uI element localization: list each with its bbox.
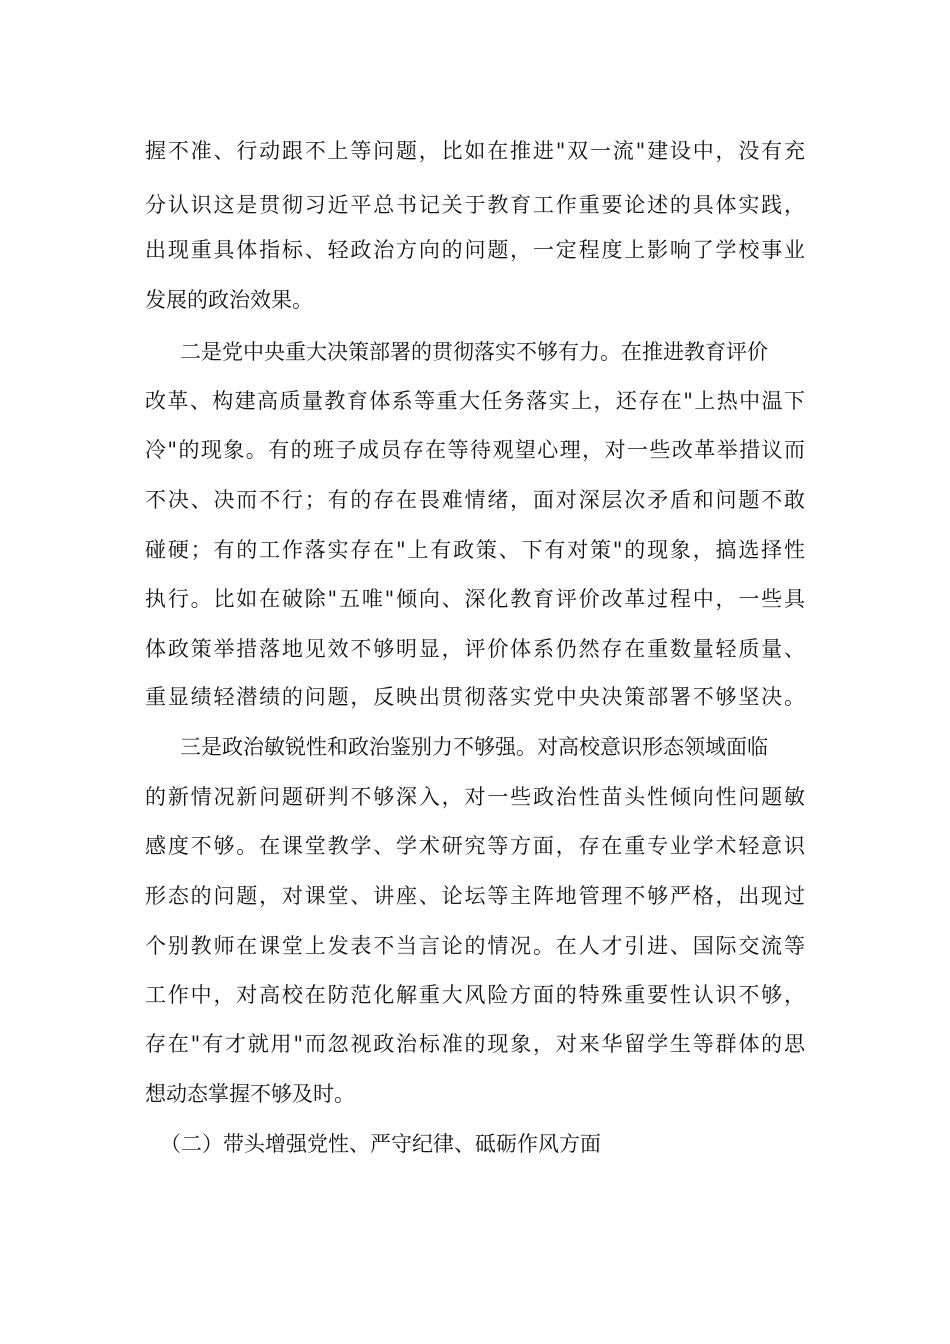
paragraph-3-line-6: 工作中，对高校在防范化解重大风险方面的特殊重要性认识不够， xyxy=(145,983,805,1007)
paragraph-1-line-2: 分认识这是贯彻习近平总书记关于教育工作重要论述的具体实践， xyxy=(145,193,805,217)
paragraph-3-line-7: 存在"有才就用"而忽视政治标准的现象，对来华留学生等群体的思 xyxy=(145,1032,805,1056)
paragraph-2-line-3: 冷"的现象。有的班子成员存在等待观望心理，对一些改革举措议而 xyxy=(145,438,805,462)
paragraph-1-line-4: 发展的政治效果。 xyxy=(145,288,313,312)
paragraph-3-line-5: 个别教师在课堂上发表不当言论的情况。在人才引进、国际交流等 xyxy=(145,934,805,958)
paragraph-2-line-7: 体政策举措落地见效不够明显，评价体系仍然存在重数量轻质量、 xyxy=(145,637,805,661)
paragraph-3-line-2: 的新情况新问题研判不够深入，对一些政治性苗头性倾向性问题敏 xyxy=(145,785,805,809)
paragraph-2-line-5: 碰硬；有的工作落实存在"上有政策、下有对策"的现象，搞选择性 xyxy=(145,538,805,562)
paragraph-3-line-3: 感度不够。在课堂教学、学术研究等方面，存在重专业学术轻意识 xyxy=(145,834,805,858)
paragraph-1-line-1: 握不准、行动跟不上等问题，比如在推进"双一流"建设中，没有充 xyxy=(145,139,805,163)
paragraph-3-line-1: 三是政治敏锐性和政治鉴别力不够强。对高校意识形态领域面临 xyxy=(180,735,768,759)
paragraph-2-line-1: 二是党中央重大决策部署的贯彻落实不够有力。在推进教育评价 xyxy=(180,340,768,364)
paragraph-2-line-6: 执行。比如在破除"五唯"倾向、深化教育评价改革过程中，一些具 xyxy=(145,587,805,611)
paragraph-3-line-4: 形态的问题，对课堂、讲座、论坛等主阵地管理不够严格，出现过 xyxy=(145,884,805,908)
section-heading: （二）带头增强党性、严守纪律、砥砺作风方面 xyxy=(160,1132,601,1156)
paragraph-2-line-4: 不决、决而不行；有的存在畏难情绪，面对深层次矛盾和问题不敢 xyxy=(145,488,805,512)
paragraph-1-line-3: 出现重具体指标、轻政治方向的问题，一定程度上影响了学校事业 xyxy=(145,238,805,262)
paragraph-2-line-2: 改革、构建高质量教育体系等重大任务落实上，还存在"上热中温下 xyxy=(145,389,805,413)
paragraph-2-line-8: 重显绩轻潜绩的问题，反映出贯彻落实党中央决策部署不够坚决。 xyxy=(145,685,805,709)
paragraph-3-line-8: 想动态掌握不够及时。 xyxy=(145,1082,355,1106)
